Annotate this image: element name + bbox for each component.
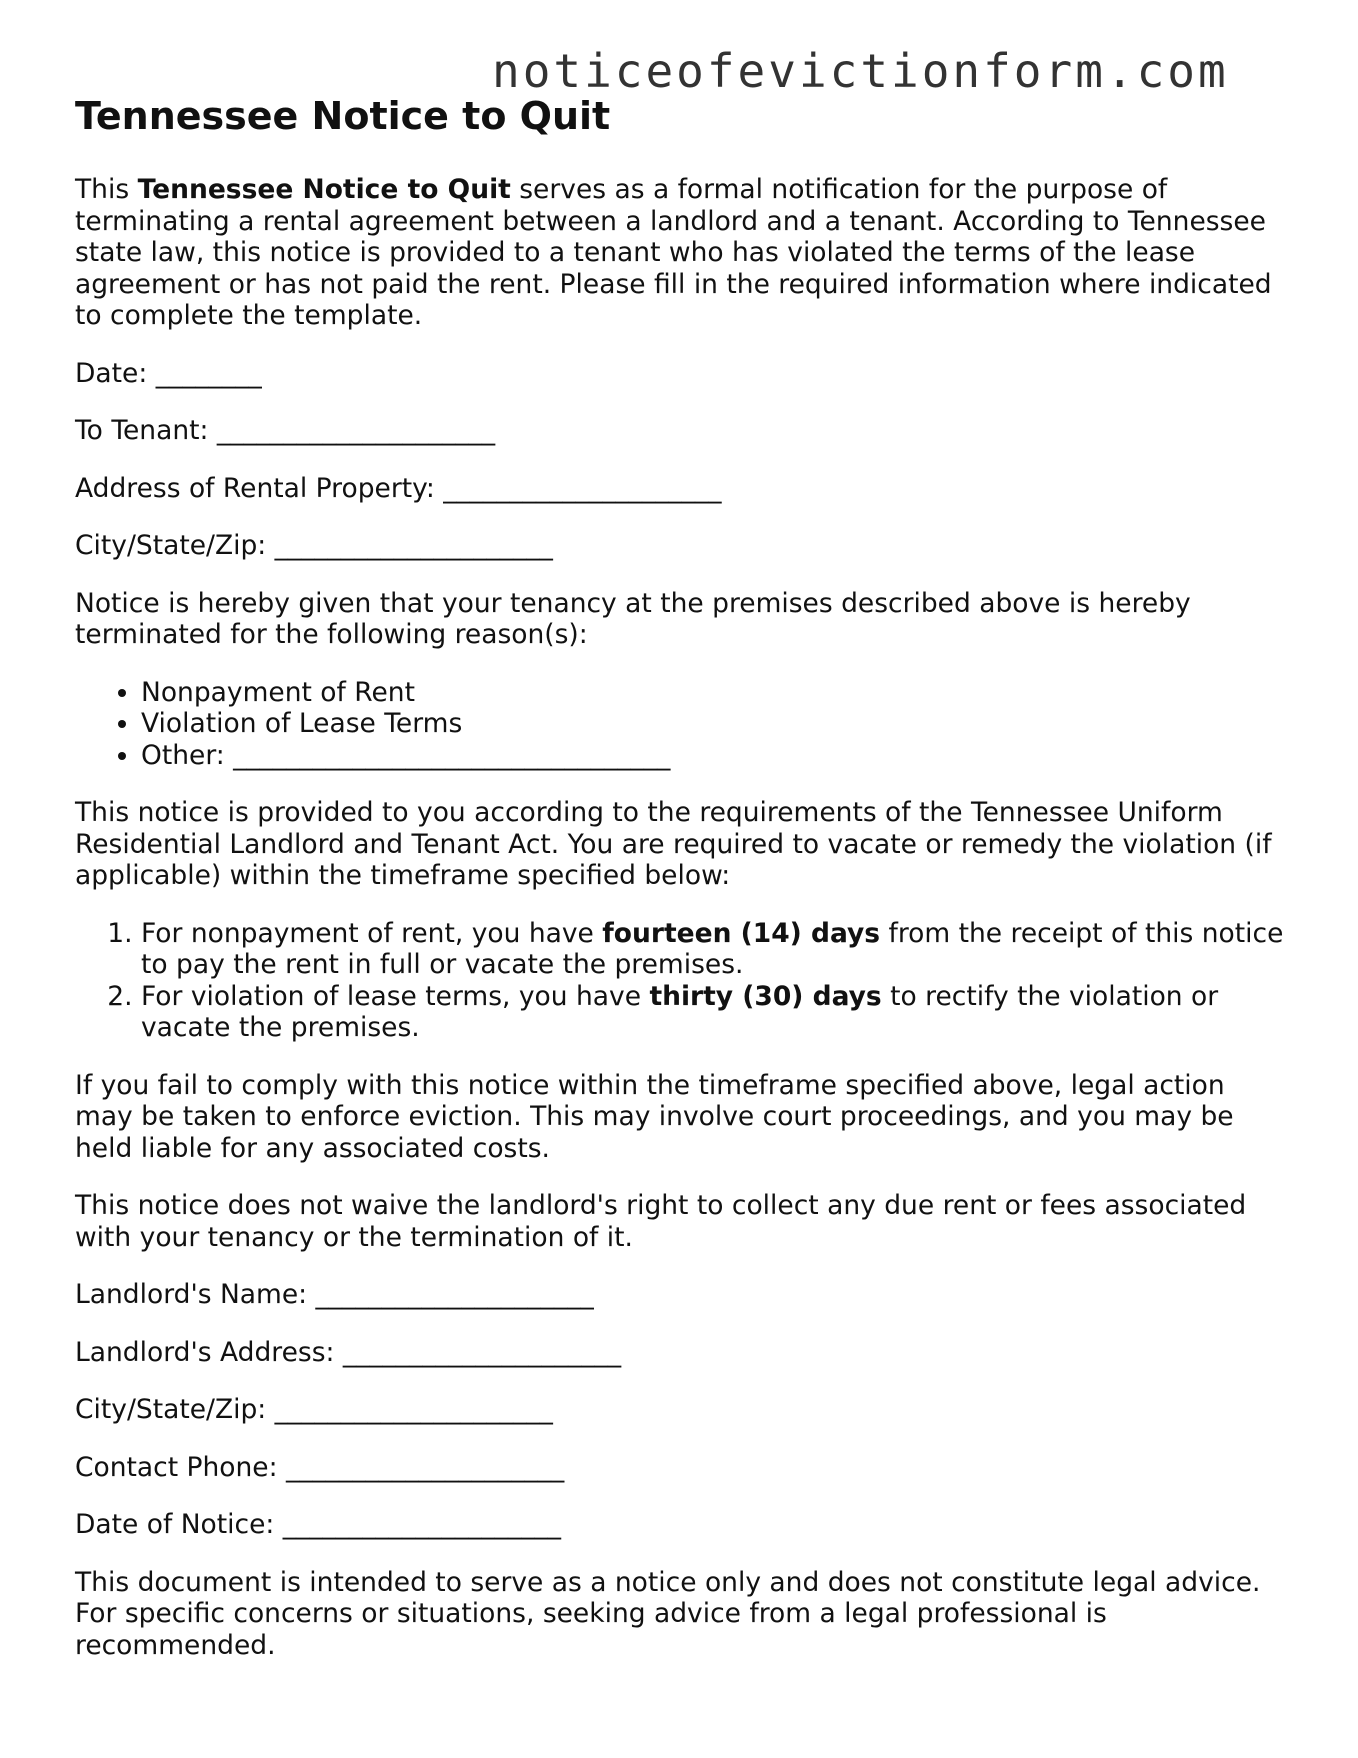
document-page [75, 90, 1285, 1687]
requirements-paragraph: This notice is provided to you according to the requirements of the Tennessee Uniform Residential Landlord and Tenant Act. You are required to vacate or remedy the violation (if applicable) within the timeframe specified below: [75, 797, 1272, 891]
disclaimer-paragraph: This document is intended to serve as a notice only and does not constitute legal advice. For specific concerns or situations, seeking advice from a legal professional is recommended. [75, 1566, 1261, 1661]
landlord-address-field: Landlord's Address: _____________________ [75, 1336, 622, 1368]
timeframes-list [75, 918, 1285, 1044]
contact-phone-field: Contact Phone: _____________________ [75, 1451, 565, 1483]
waiver-paragraph: This notice does not waive the landlord's right to collect any due rent or fees associated with your tenancy or the termination of it. [75, 1190, 1247, 1253]
date-field: Date: ________ [75, 357, 262, 389]
rental-city-field: City/State/Zip: _____________________ [75, 530, 553, 561]
date-of-notice-field: Date of Notice: _____________________ [75, 1509, 561, 1540]
document-title: Tennessee Notice to Quit [75, 94, 611, 138]
timeframe-item: 2. For violation of lease terms, you have thirty (30) days to rectify the violation or vacate the premises. [141, 981, 1285, 1044]
reason-item: • Other: _________________________________ [141, 740, 1285, 772]
reason-item: • Violation of Lease Terms [141, 708, 1285, 740]
notice-paragraph: Notice is hereby given that your tenancy at the premises described above is hereby terminated for the following reason(s): [75, 587, 1191, 650]
rental-address-field: Address of Rental Property: _____________________ [75, 472, 722, 504]
intro-bold-title: Tennessee Notice to Quit [137, 174, 511, 205]
landlord-name-field: Landlord's Name: _____________________ [75, 1279, 594, 1310]
intro-paragraph: This Tennessee Notice to Quit serves as a formal notification for the purpose of terminating a rental agreement between a landlord and a tenant. According to Tennessee state law, this notice is provided to a tenant who has violated the terms of the lease agreement or has not paid the rent. Please fill in the required information where indicated to complete the template. [75, 174, 1272, 331]
timeframe-item: 1. For nonpayment of rent, you have fourteen (14) days from the receipt of this notice to pay the rent in full or vacate the premises. [141, 918, 1285, 981]
tenant-field: To Tenant: _____________________ [75, 415, 496, 446]
site-watermark: noticeofevictionform.com [492, 44, 1229, 98]
landlord-city-field: City/State/Zip: _____________________ [75, 1394, 553, 1425]
reasons-list [75, 677, 1285, 772]
reason-item: • Nonpayment of Rent [141, 677, 1285, 709]
failure-paragraph: If you fail to comply with this notice within the timeframe specified above, legal action may be taken to enforce eviction. This may involve court proceedings, and you may be held liable for any associated costs. [75, 1069, 1234, 1164]
